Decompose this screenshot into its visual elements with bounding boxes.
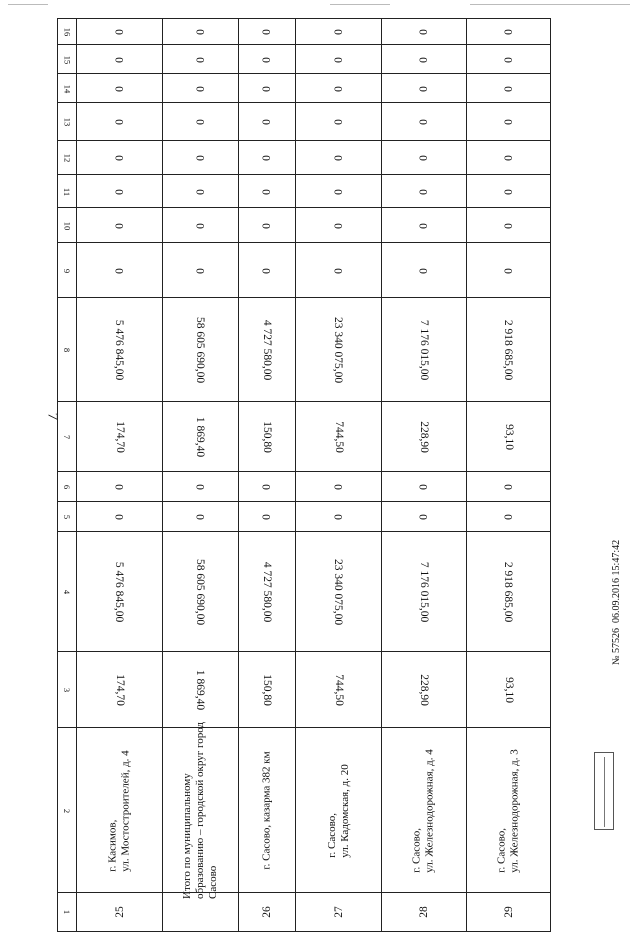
column-header: 8 (62, 347, 72, 353)
column-header: 11 (62, 187, 72, 196)
cell-value: 0 (502, 514, 515, 520)
table-cell (162, 74, 238, 103)
cell-value: 744,50 (332, 421, 345, 453)
cell-value: 0 (332, 188, 345, 195)
address-line: г. Сасово, (325, 812, 338, 858)
cell-value: 0 (261, 484, 273, 490)
table-cell (381, 45, 466, 74)
column-header: 9 (62, 268, 72, 273)
cell-value: 0 (194, 119, 207, 125)
table-cell (466, 298, 550, 402)
table-cell (295, 175, 381, 208)
header-cell (58, 45, 76, 74)
table-cell (162, 103, 238, 141)
table-cell (466, 402, 550, 472)
column-header: 1 (62, 909, 72, 915)
table-cell (381, 728, 466, 893)
table-cell (466, 502, 550, 532)
address-line: ул. Железнодорожная, д. 4 (424, 748, 436, 873)
address-text (411, 749, 437, 872)
table-cell (162, 208, 238, 243)
table-cell (76, 502, 162, 532)
table-cell (238, 728, 295, 893)
cell-value: 744,50 (332, 674, 345, 706)
cell-value: 0 (261, 85, 273, 92)
cell-value: 0 (113, 222, 126, 229)
cell-value: 0 (332, 484, 345, 490)
cell-value: 228,90 (418, 674, 430, 706)
cell-value: 0 (332, 119, 345, 125)
cell-value: 0 (261, 155, 273, 161)
table-cell (162, 298, 238, 402)
table-cell (466, 74, 550, 103)
table-cell (162, 722, 238, 899)
barcode-stamp (594, 752, 614, 830)
table-cell (238, 652, 295, 728)
table-cell (381, 532, 466, 652)
address-text (107, 750, 133, 871)
cell-value: 58 605 690,00 (194, 316, 207, 384)
cell-value: 0 (332, 56, 345, 63)
table-cell (381, 243, 466, 298)
table-cell (238, 298, 295, 402)
cell-value: 2 918 685,00 (502, 561, 515, 623)
table-cell (162, 652, 238, 728)
table-cell (76, 402, 162, 472)
table-cell (466, 208, 550, 243)
cell-value: 7 176 015,00 (418, 561, 430, 623)
table-cell (295, 402, 381, 472)
column-header: 6 (62, 484, 72, 490)
page-number: 7 (44, 412, 61, 421)
column-header: 15 (62, 55, 72, 64)
header-cell (58, 103, 76, 141)
table-cell (466, 243, 550, 298)
cell-value: 0 (261, 56, 273, 63)
table-cell (238, 19, 295, 45)
table-cell (466, 19, 550, 45)
table-cell (238, 103, 295, 141)
cell-value: 0 (261, 222, 273, 229)
cell-value: 93,10 (502, 677, 515, 703)
address-text (496, 749, 522, 872)
table-cell (76, 472, 162, 502)
table-cell (295, 19, 381, 45)
column-header: 4 (62, 589, 72, 595)
table-cell (295, 502, 381, 532)
address-line: образованию – городской округ город (194, 722, 207, 899)
table-cell (295, 208, 381, 243)
table-field-row-c8 (57, 297, 551, 402)
table-field-row-c7 (57, 401, 551, 472)
cell-value: 4 727 580,00 (261, 561, 273, 623)
table-cell (295, 652, 381, 728)
table-cell (238, 45, 295, 74)
cell-value: 0 (113, 155, 126, 161)
table-cell (76, 893, 162, 931)
table-cell (238, 502, 295, 532)
cell-value: 0 (261, 29, 273, 35)
cell-value: 4 727 580,00 (261, 319, 273, 381)
table-cell (466, 472, 550, 502)
row-number: 25 (113, 906, 126, 918)
column-header: 13 (62, 117, 72, 127)
cell-value: 0 (194, 56, 207, 63)
cell-value: 23 340 075,00 (332, 316, 345, 384)
table-cell (295, 472, 381, 502)
table-cell (238, 532, 295, 652)
cell-value: 0 (418, 85, 430, 92)
cell-value: 0 (418, 29, 430, 35)
cell-value: 0 (502, 85, 515, 92)
column-header: 3 (62, 687, 72, 693)
column-header: 12 (62, 153, 72, 163)
address-line: г. Сасово, (495, 827, 508, 873)
header-cell (58, 298, 76, 402)
table-cell (162, 243, 238, 298)
table-field-row-c4 (57, 531, 551, 652)
table-cell (381, 175, 466, 208)
table-cell (76, 208, 162, 243)
table-cell (238, 208, 295, 243)
address-line: г. Сасово, (411, 827, 423, 873)
data-table (57, 18, 549, 918)
table-cell (295, 103, 381, 141)
cell-value: 0 (332, 267, 345, 274)
cell-value: 174,70 (113, 674, 126, 706)
table-cell (466, 893, 550, 931)
row-number: 26 (261, 906, 273, 918)
table-cell (76, 74, 162, 103)
table-field-row-c13 (57, 102, 551, 141)
cell-value: 0 (194, 222, 207, 229)
cell-value: 0 (502, 56, 515, 63)
cell-value: 0 (194, 188, 207, 195)
cell-value: 0 (502, 188, 515, 195)
cell-value: 5 476 845,00 (113, 319, 126, 381)
table-cell (238, 893, 295, 931)
cell-value: 0 (194, 155, 207, 161)
cell-value: 0 (502, 484, 515, 490)
table-cell (381, 402, 466, 472)
table-cell (76, 19, 162, 45)
cell-value: 0 (194, 85, 207, 92)
cell-value: 0 (332, 29, 345, 35)
table-cell (76, 532, 162, 652)
table-field-row-c6 (57, 471, 551, 502)
table-cell (295, 74, 381, 103)
cell-value: 0 (332, 222, 345, 229)
cell-value: 7 176 015,00 (418, 319, 430, 381)
table-cell (162, 893, 238, 931)
cell-value: 0 (194, 514, 207, 520)
table-cell (76, 298, 162, 402)
table-field-row-addr (57, 722, 551, 899)
cell-value: 0 (418, 267, 430, 274)
table-cell (381, 208, 466, 243)
cell-value: 0 (261, 119, 273, 125)
cell-value: 0 (502, 155, 515, 161)
cell-value: 0 (261, 514, 273, 520)
table-cell (381, 298, 466, 402)
cell-value: 58 605 690,00 (194, 558, 207, 626)
address-line: Сасово (207, 865, 220, 899)
cell-value: 0 (418, 56, 430, 63)
cell-value: 0 (113, 514, 126, 520)
table-field-row-c10 (57, 207, 551, 243)
cell-value: 0 (502, 222, 515, 229)
column-header: 2 (62, 808, 72, 813)
table-cell (466, 652, 550, 728)
table-cell (466, 103, 550, 141)
cell-value: 228,90 (418, 421, 430, 453)
table-cell (381, 74, 466, 103)
table-cell (76, 652, 162, 728)
table-field-row-c16 (57, 18, 551, 45)
header-cell (58, 175, 76, 208)
address-line: Итого по муниципальному (181, 773, 194, 899)
table-cell (466, 728, 550, 893)
cell-value: 0 (194, 484, 207, 490)
table-cell (76, 243, 162, 298)
table-cell (381, 652, 466, 728)
address-line: г. Сасово, казарма 382 км (260, 751, 273, 870)
table-cell (466, 532, 550, 652)
column-header: 7 (62, 434, 72, 440)
cell-value: 0 (332, 155, 345, 161)
address-text (261, 751, 274, 869)
table-cell (295, 141, 381, 175)
cell-value: 150,80 (261, 421, 273, 453)
table-cell (295, 243, 381, 298)
cell-value: 150,80 (261, 674, 273, 706)
cell-value: 0 (113, 119, 126, 125)
cell-value: 0 (194, 29, 207, 35)
table-field-row-c11 (57, 174, 551, 208)
table-cell (295, 298, 381, 402)
row-number: 27 (332, 906, 345, 918)
column-header: 10 (62, 221, 72, 230)
table-cell (76, 45, 162, 74)
column-header: 14 (62, 84, 72, 93)
table-cell (381, 502, 466, 532)
document-number: № 57526 (611, 627, 622, 665)
table-cell (238, 402, 295, 472)
table-field-row-c12 (57, 140, 551, 175)
table-cell (381, 103, 466, 141)
table-cell (76, 141, 162, 175)
address-text (181, 722, 220, 899)
table-cell (381, 19, 466, 45)
table-cell (466, 45, 550, 74)
row-number: 28 (418, 906, 430, 918)
table-cell (238, 175, 295, 208)
header-cell (58, 472, 76, 502)
table-cell (162, 402, 238, 472)
cell-value: 0 (113, 267, 126, 274)
cell-value: 0 (113, 188, 126, 195)
cell-value: 0 (261, 188, 273, 195)
cell-value: 0 (261, 267, 273, 274)
table-field-row-no (57, 892, 551, 932)
table-cell (162, 502, 238, 532)
header-cell (58, 243, 76, 298)
column-header: 16 (62, 27, 72, 37)
cell-value: 0 (502, 29, 515, 35)
table-cell (295, 45, 381, 74)
header-cell (58, 652, 76, 728)
table-cell (76, 103, 162, 141)
cell-value: 0 (418, 484, 430, 490)
table-cell (162, 532, 238, 652)
cell-value: 0 (332, 514, 345, 520)
document-stamp-text (611, 540, 622, 665)
header-cell (58, 502, 76, 532)
header-cell (58, 208, 76, 243)
header-cell (58, 74, 76, 103)
address-line: ул. Кадомская, д. 20 (338, 763, 351, 858)
table-cell (238, 243, 295, 298)
table-cell (162, 141, 238, 175)
cell-value: 1 869,40 (194, 669, 207, 711)
table-field-row-c15 (57, 44, 551, 74)
table-cell (162, 45, 238, 74)
cell-value: 0 (418, 514, 430, 520)
cell-value: 2 918 685,00 (502, 319, 515, 381)
table-cell (295, 728, 381, 893)
cell-value: 0 (194, 267, 207, 274)
table-cell (466, 141, 550, 175)
cell-value: 174,70 (113, 421, 126, 453)
cell-value: 0 (418, 188, 430, 195)
table-cell (238, 74, 295, 103)
cell-value: 0 (418, 119, 430, 125)
address-line: ул. Железнодорожная, д. 3 (508, 748, 521, 873)
table-cell (76, 175, 162, 208)
cell-value: 0 (113, 484, 126, 490)
table-cell (381, 893, 466, 931)
row-number: 29 (502, 906, 515, 918)
column-header: 5 (62, 514, 72, 520)
cell-value: 23 340 075,00 (332, 558, 345, 626)
cell-value: 0 (418, 155, 430, 161)
header-cell (58, 893, 76, 931)
header-cell (58, 532, 76, 652)
table-cell (238, 472, 295, 502)
table-cell (162, 472, 238, 502)
header-cell (58, 728, 76, 893)
table-cell (381, 141, 466, 175)
table-cell (295, 893, 381, 931)
cell-value: 0 (502, 267, 515, 274)
cell-value: 93,10 (502, 424, 515, 450)
header-cell (58, 19, 76, 45)
cell-value: 0 (113, 56, 126, 63)
table-field-row-c5 (57, 501, 551, 532)
table-cell (466, 175, 550, 208)
table-cell (295, 532, 381, 652)
table-cell (238, 141, 295, 175)
table-cell (76, 728, 162, 893)
cell-value: 5 476 845,00 (113, 561, 126, 623)
cell-value: 0 (502, 119, 515, 125)
header-cell (58, 141, 76, 175)
table-field-row-c14 (57, 73, 551, 103)
table-cell (162, 19, 238, 45)
address-line: г. Касимов, (106, 819, 119, 872)
address-text (326, 764, 352, 858)
table-field-row-c9 (57, 242, 551, 298)
table-cell (162, 175, 238, 208)
cell-value: 0 (113, 29, 126, 35)
cell-value: 1 869,40 (194, 416, 207, 458)
header-cell (58, 402, 76, 472)
cell-value: 0 (418, 222, 430, 229)
table-field-row-c3 (57, 651, 551, 728)
cell-value: 0 (113, 85, 126, 92)
table-cell (381, 472, 466, 502)
address-line: ул. Мостостроителей, д. 4 (119, 749, 132, 872)
cell-value: 0 (332, 85, 345, 92)
document-datetime: 06.09.2016 15:47:42 (611, 539, 622, 623)
